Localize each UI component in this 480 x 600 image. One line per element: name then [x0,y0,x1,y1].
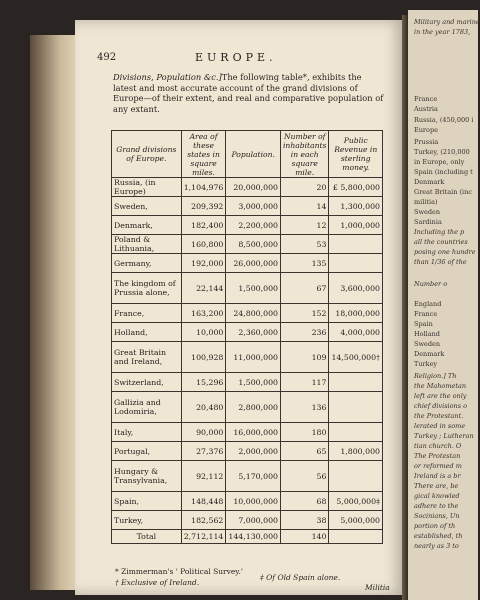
right-page-line: posing one hundre [414,248,476,256]
table-row [112,342,383,373]
cell-country: Poland & Lithuania, [112,235,182,254]
right-page-line: There are, be [414,482,459,490]
header-area: Area of these states in square miles. [181,131,226,178]
right-page-line: adhere to the [414,502,459,510]
right-page-line: Russia, (450,000 i [414,116,474,124]
right-page-line: established, th [414,532,463,540]
cell-population: 2,200,000 [226,216,281,235]
cell-population: 2,800,000 [226,392,281,423]
right-page-line: Including the p [414,228,465,236]
cell-population: 1,500,000 [226,273,281,304]
cell-revenue: 1,300,000 [329,197,383,216]
table-row [112,235,383,254]
right-page-line: Spain (including t [414,168,473,176]
table-body [112,178,383,544]
cell-density: 65 [281,442,329,461]
right-page-line: Europe [414,126,438,134]
cell-population: 2,360,000 [226,323,281,342]
right-page-line: Denmark [414,178,445,186]
cell-revenue [329,373,383,392]
cell-revenue: 14,500,000† [329,342,383,373]
right-page-line: Ireland is a br [414,472,461,480]
cell-density: 117 [281,373,329,392]
cell-revenue: £ 5,800,000 [329,178,383,197]
cell-revenue [329,530,383,544]
table-row [112,442,383,461]
cell-population: 10,000,000 [226,492,281,511]
header-density: Number of inhabitants in each square mile. [281,131,329,178]
cell-revenue: 18,000,000 [329,304,383,323]
cell-area: 22,144 [181,273,226,304]
right-page-line: Turkey, (210,000 [414,148,470,156]
cell-revenue [329,423,383,442]
right-page-line: Turkey [414,360,438,368]
page-number: 492 [97,52,117,63]
right-page-line: Prussia [414,138,439,146]
table-row [112,423,383,442]
right-page-line: the Mahometan [414,382,467,390]
table-row [112,511,383,530]
cell-country: Sweden, [112,197,182,216]
cell-revenue: 5,000,000 [329,511,383,530]
cell-population: 11,000,000 [226,342,281,373]
cell-population: 3,000,000 [226,197,281,216]
cell-area: 163,200 [181,304,226,323]
cell-density: 136 [281,392,329,423]
cell-revenue: 3,600,000 [329,273,383,304]
cell-country: Russia, (in Europe) [112,178,182,197]
table-row [112,392,383,423]
right-page-line: The Protestan [414,452,461,460]
cell-density: 140 [281,530,329,544]
cell-density: 53 [281,235,329,254]
right-page-line: France [414,95,438,103]
cell-population: 5,170,000 [226,461,281,492]
cell-area: 2,712,114 [181,530,226,544]
right-page-line: England [414,300,442,308]
footnote-zimmerman: * Zimmerman's ' Political Survey.' [115,567,243,576]
cell-population: 26,000,000 [226,254,281,273]
cell-area: 100,928 [181,342,226,373]
right-page-line: militia) [414,198,438,206]
right-page-line: in Europe, only [414,158,465,166]
header-revenue: Public Revenue in sterling money. [329,131,383,178]
cell-area: 160,800 [181,235,226,254]
footnote-spain: ‡ Of Old Spain alone. [260,573,341,582]
right-page-line: all the countries [414,238,468,246]
right-page-line: Religion.] Th [414,372,457,380]
right-page-line: Number o [414,280,448,288]
cell-density: 20 [281,178,329,197]
cell-revenue [329,254,383,273]
population-table [111,130,383,544]
cell-area: 92,112 [181,461,226,492]
cell-population: 144,130,000 [226,530,281,544]
right-page-line: chief divisions o [414,402,468,410]
table-row [112,216,383,235]
cell-area: 192,000 [181,254,226,273]
intro-paragraph [113,72,385,114]
cell-population: 20,000,000 [226,178,281,197]
right-page-line: nearly as 3 to [414,542,459,550]
header-divisions: Grand divisions of Europe. [112,131,182,178]
cell-density: 180 [281,423,329,442]
table-row [112,304,383,323]
intro-lead: Divisions, Population &c.] [113,72,222,82]
running-title: EUROPE. [195,51,277,64]
footnote-ireland: † Exclusive of Ireland. [115,578,200,587]
table-row [112,273,383,304]
cell-density: 38 [281,511,329,530]
right-page-line: Socinians, Un [414,512,460,520]
right-page-line: Sardinia [414,218,442,226]
cell-country: Hungary & Transylvania, [112,461,182,492]
cell-density: 236 [281,323,329,342]
cell-revenue [329,461,383,492]
cell-area: 90,000 [181,423,226,442]
right-page-line: Austria [414,105,438,113]
cell-population: 1,500,000 [226,373,281,392]
table-row [112,492,383,511]
cell-country: Portugal, [112,442,182,461]
intro-text: The following table*, exhibits the latest and most accurate account of the grand divisions of Europe—of their extent, and real and comparative population of any extant. [113,72,384,114]
cell-density: 14 [281,197,329,216]
cell-revenue: 5,000,000‡ [329,492,383,511]
cell-density: 152 [281,304,329,323]
right-page-line: left are the only [414,392,467,400]
right-page [408,10,478,600]
cell-population: 8,500,000 [226,235,281,254]
cell-revenue: 1,000,000 [329,216,383,235]
right-page-line: Denmark [414,350,445,358]
table-row [112,461,383,492]
cell-country: Spain, [112,492,182,511]
right-page-line: gical knowled [414,492,460,500]
right-page-line: in the year 1783, [414,28,471,36]
right-page-line: Turkey ; Lutheran [414,432,474,440]
left-page [75,20,405,595]
cell-population: 24,800,000 [226,304,281,323]
book-page-edges [30,35,80,590]
cell-revenue [329,392,383,423]
cell-density: 109 [281,342,329,373]
right-page-line: or reformed m [414,462,462,470]
table-row [112,373,383,392]
cell-country: Gallizia and Lodomiria, [112,392,182,423]
cell-area: 209,392 [181,197,226,216]
cell-density: 68 [281,492,329,511]
right-page-line: Holland [414,330,440,338]
cell-country: Italy, [112,423,182,442]
right-page-line: Great Britain (inc [414,188,472,196]
cell-population: 7,000,000 [226,511,281,530]
cell-area: 20,480 [181,392,226,423]
cell-revenue: 4,000,000 [329,323,383,342]
cell-revenue: 1,800,000 [329,442,383,461]
cell-area: 148,448 [181,492,226,511]
cell-area: 10,000 [181,323,226,342]
cell-area: 27,376 [181,442,226,461]
cell-country: Denmark, [112,216,182,235]
table-row [112,323,383,342]
cell-area: 182,562 [181,511,226,530]
cell-population: 2,000,000 [226,442,281,461]
table-row [112,254,383,273]
cell-country: Turkey, [112,511,182,530]
catchword: Militia [365,583,390,592]
right-page-line: Sweden [414,340,441,348]
cell-country: France, [112,304,182,323]
table-row [112,197,383,216]
right-page-line: Military and marine [414,18,480,26]
table-row [112,178,383,197]
cell-area: 182,400 [181,216,226,235]
cell-revenue [329,235,383,254]
cell-country: The kingdom of Prussia alone, [112,273,182,304]
cell-density: 67 [281,273,329,304]
header-population: Population. [226,131,281,178]
cell-area: 15,296 [181,373,226,392]
right-page-line: portion of th [414,522,456,530]
cell-density: 135 [281,254,329,273]
right-page-line: tian church. O [414,442,462,450]
cell-density: 12 [281,216,329,235]
right-page-line: France [414,310,438,318]
cell-country: Switzerland, [112,373,182,392]
cell-country: Total [112,530,182,544]
table-total-row [112,530,383,544]
cell-country: Germany, [112,254,182,273]
cell-country: Holland, [112,323,182,342]
right-page-line: than 1/36 of the [414,258,467,266]
table-header-row [112,131,383,178]
right-page-line: Spain [414,320,433,328]
right-page-line: the Protestant. [414,412,464,420]
right-page-line: lerated in some [414,422,466,430]
right-page-line: Sweden [414,208,441,216]
cell-area: 1,104,976 [181,178,226,197]
cell-population: 16,000,000 [226,423,281,442]
cell-country: Great Britain and Ireland, [112,342,182,373]
cell-density: 56 [281,461,329,492]
